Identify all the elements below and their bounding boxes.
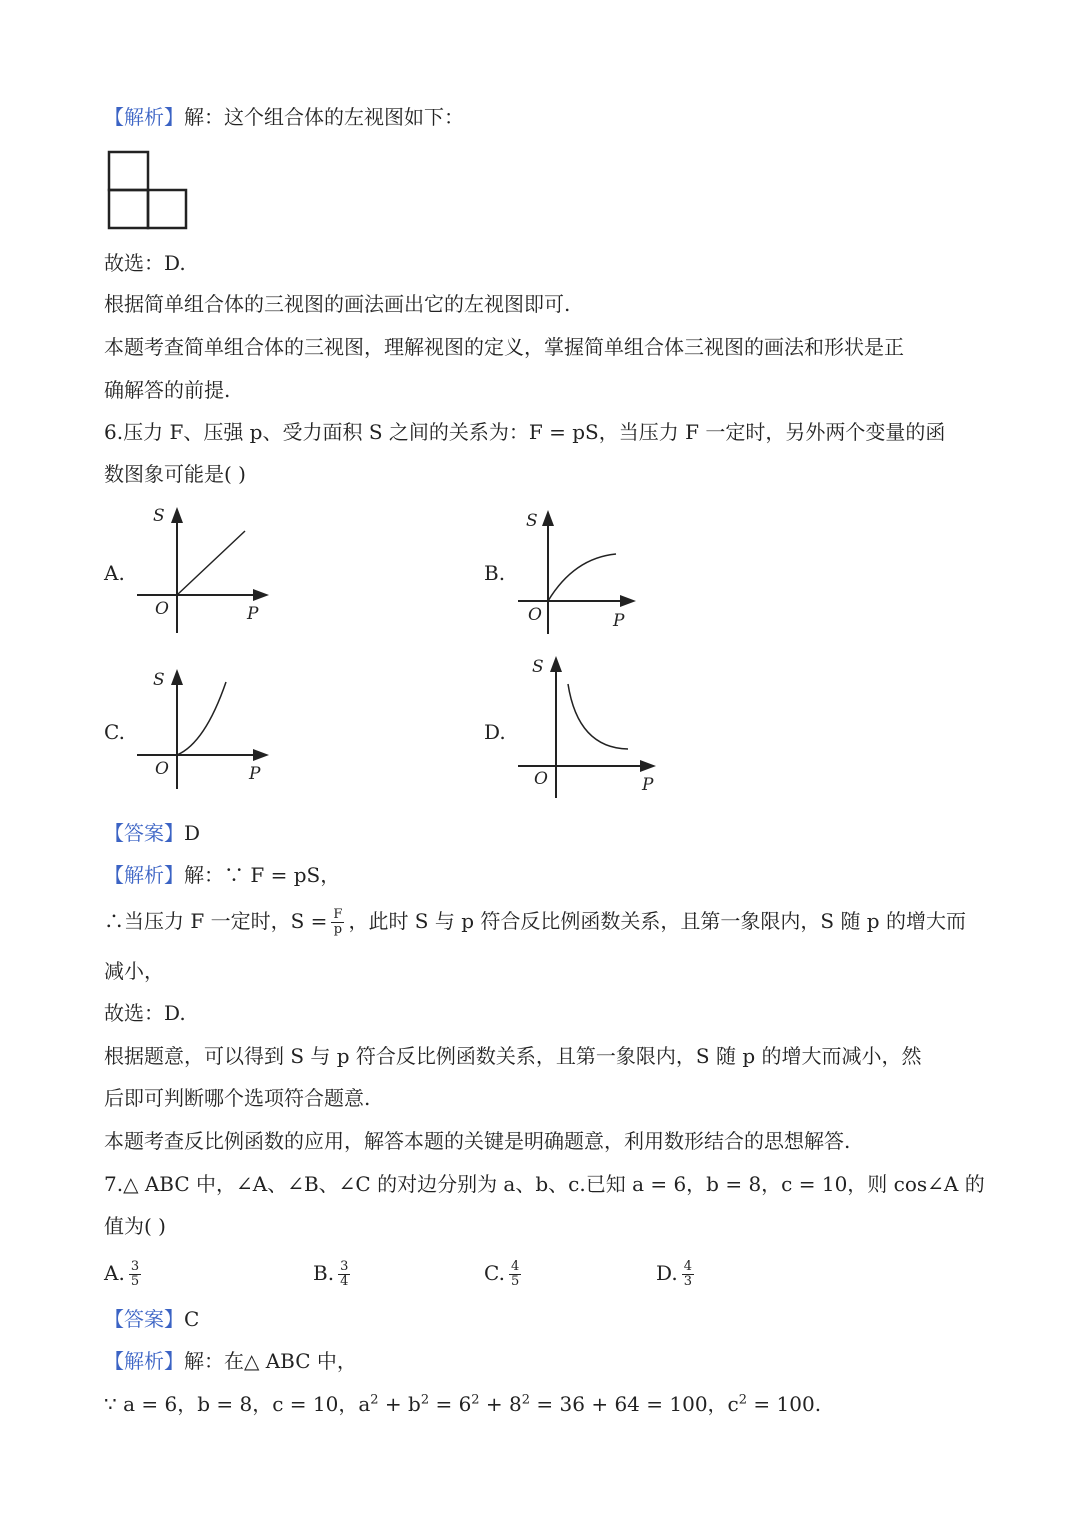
left-view-figure <box>108 151 188 231</box>
q5-note1: 根据简单组合体的三视图的画法画出它的左视图即可. <box>104 292 571 316</box>
analysis-tag: 【解析】 <box>104 863 184 887</box>
q5-note2a: 本题考查简单组合体的三视图，理解视图的定义，掌握简单组合体三视图的画法和形状是正 <box>104 335 904 359</box>
q7-option-a <box>104 1253 145 1293</box>
x-axis-label: P <box>249 764 261 784</box>
q7-option-c <box>484 1253 525 1293</box>
q7-option-d <box>656 1253 698 1293</box>
x-axis-label: P <box>642 775 654 795</box>
fraction-f-over-p: $\frac{F}{p}$ <box>333 907 343 937</box>
analysis-text: 解：这个组合体的左视图如下： <box>184 105 464 129</box>
q6-choice: 故选：D. <box>104 1001 186 1025</box>
y-axis-label: S <box>153 506 165 526</box>
answer-tag: 【答案】 <box>104 1307 184 1331</box>
q6-option-a-label: A. <box>104 561 125 585</box>
analysis-2-pre: ∴当压力 F 一定时，S = <box>104 909 328 933</box>
analysis-2-post: ，此时 S 与 p 符合反比例函数关系，且第一象限内，S 随 p 的增大而 <box>348 909 966 933</box>
y-axis-label: S <box>532 657 544 677</box>
answer-value: C <box>184 1307 200 1331</box>
q6-graph-d <box>516 652 666 802</box>
q6-analysis-3: 减小， <box>104 959 164 983</box>
q6-option-d-label: D. <box>484 720 506 744</box>
q6-answer-line <box>104 819 200 847</box>
q7-stem-a: 7.△ ABC 中，∠A、∠B、∠C 的对边分别为 a、b、c.已知 a = 6，b = 8，c = 10，则 cos∠A 的 <box>104 1172 985 1196</box>
origin-label: O <box>155 759 169 779</box>
origin-label: O <box>155 599 169 619</box>
q6-stem-b: 数图象可能是( ) <box>104 462 246 486</box>
q6-graph-a <box>135 503 275 638</box>
option-fraction: $\frac{4}{5}$ <box>510 1259 520 1289</box>
q6-option-b-label: B. <box>484 561 506 585</box>
option-fraction: $\frac{3}{5}$ <box>130 1259 140 1289</box>
answer-value: D <box>184 821 201 845</box>
answer-tag: 【答案】 <box>104 821 184 845</box>
q6-stem-a: 6.压力 F、压强 p、受力面积 S 之间的关系为：F = pS，当压力 F 一定时，另外两个变量的函 <box>104 420 946 444</box>
q6-note1a: 根据题意，可以得到 S 与 p 符合反比例函数关系，且第一象限内，S 随 p 的增大而减小，然 <box>104 1044 922 1068</box>
analysis-tag: 【解析】 <box>104 105 184 129</box>
q6-analysis-2 <box>104 903 966 939</box>
q5-note2b: 确解答的前提. <box>104 378 231 402</box>
x-axis-label: P <box>247 604 259 624</box>
origin-label: O <box>528 605 542 625</box>
option-label: C. <box>484 1261 505 1285</box>
option-fraction: $\frac{4}{3}$ <box>683 1259 692 1289</box>
option-label: D. <box>656 1261 678 1285</box>
q7-stem-b: 值为( ) <box>104 1214 166 1238</box>
analysis-text: 解：在△ ABC 中， <box>184 1349 357 1373</box>
q6-graph-b <box>516 506 646 636</box>
q7-option-b <box>313 1253 354 1293</box>
q7-calc-line: ∵ a = 6，b = 8，c = 10，$a^2 + b^2 = 6^2 + 8^2 = 36 + 64 = 100$，$c^2 = 100$. <box>104 1392 822 1416</box>
y-axis-label: S <box>153 670 165 690</box>
q6-note2: 本题考查反比例函数的应用，解答本题的关键是明确题意，利用数形结合的思想解答. <box>104 1129 851 1153</box>
q5-choice: 故选：D. <box>104 251 186 275</box>
q6-graph-c <box>135 665 275 795</box>
x-axis-label: P <box>613 611 625 631</box>
q6-note1b: 后即可判断哪个选项符合题意. <box>104 1086 371 1110</box>
analysis-tag: 【解析】 <box>104 1349 184 1373</box>
option-label: B. <box>313 1261 335 1285</box>
origin-label: O <box>534 769 548 789</box>
q5-analysis-line <box>104 103 464 131</box>
analysis-text: 解：∵ F = pS， <box>184 863 341 887</box>
q6-analysis-line <box>104 861 340 889</box>
q7-answer-line <box>104 1305 199 1333</box>
q6-option-c-label: C. <box>104 720 125 744</box>
q7-analysis-line <box>104 1347 357 1375</box>
option-fraction: $\frac{3}{4}$ <box>340 1259 349 1289</box>
option-label: A. <box>104 1261 125 1285</box>
y-axis-label: S <box>526 511 538 531</box>
